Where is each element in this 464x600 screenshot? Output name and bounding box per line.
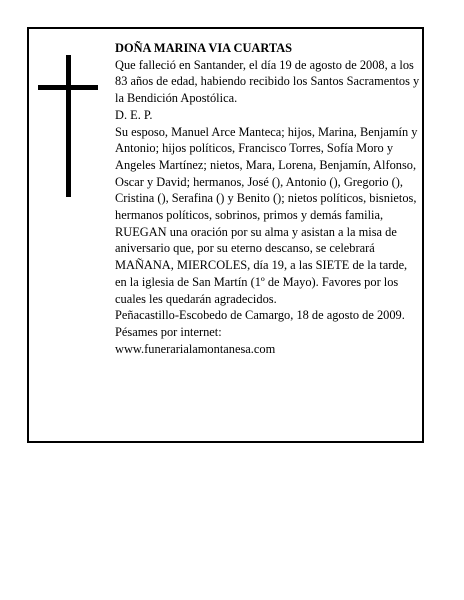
cross-icon-bar [38, 85, 98, 90]
website-link[interactable]: www.funerarialamontanesa.com [115, 341, 276, 356]
obituary-notice [27, 27, 424, 443]
condolences-label: Pésames por internet: [115, 324, 222, 339]
death-notice: Que falleció en Santander, el día 19 de agosto de 2008, a los 83 años de edad, habiendo recibido los Santos Sacramentos y la Bendición Apostólica. [115, 57, 420, 106]
obituary-text [115, 40, 420, 357]
deceased-name: DOÑA MARINA VIA CUARTAS [115, 41, 293, 55]
mass-request: RUEGAN una oración por su alma y asistan a la misa de aniversario que, por su eterno descanso, se celebrará MAÑANA, MIERCOLES, día 19, a las SIETE de la tarde, en la iglesia de San Martín (1º de Mayo). Favores por los cuales les quedarán agradecidos. [115, 224, 408, 306]
family-list: Su esposo, Manuel Arce Manteca; hijos, Marina, Benjamín y Antonio; hijos políticos, Francisco Torres, Sofía Moro y Angeles Martínez; nietos, Mara, Lorena, Benjamín, Alfonso, Oscar y David; hermanos, José (), Antonio (), Gregorio (), Cristina (), Serafina () y Benito (); nietos políticos, bisnietos, hermanos políticos, sobrinos, primos y demás familia, [115, 124, 418, 223]
place-date: Peñacastillo-Escobedo de Camargo, 18 de agosto de 2009. [115, 308, 405, 323]
rip-line: D. E. P. [115, 107, 153, 122]
cross-icon [66, 55, 71, 197]
